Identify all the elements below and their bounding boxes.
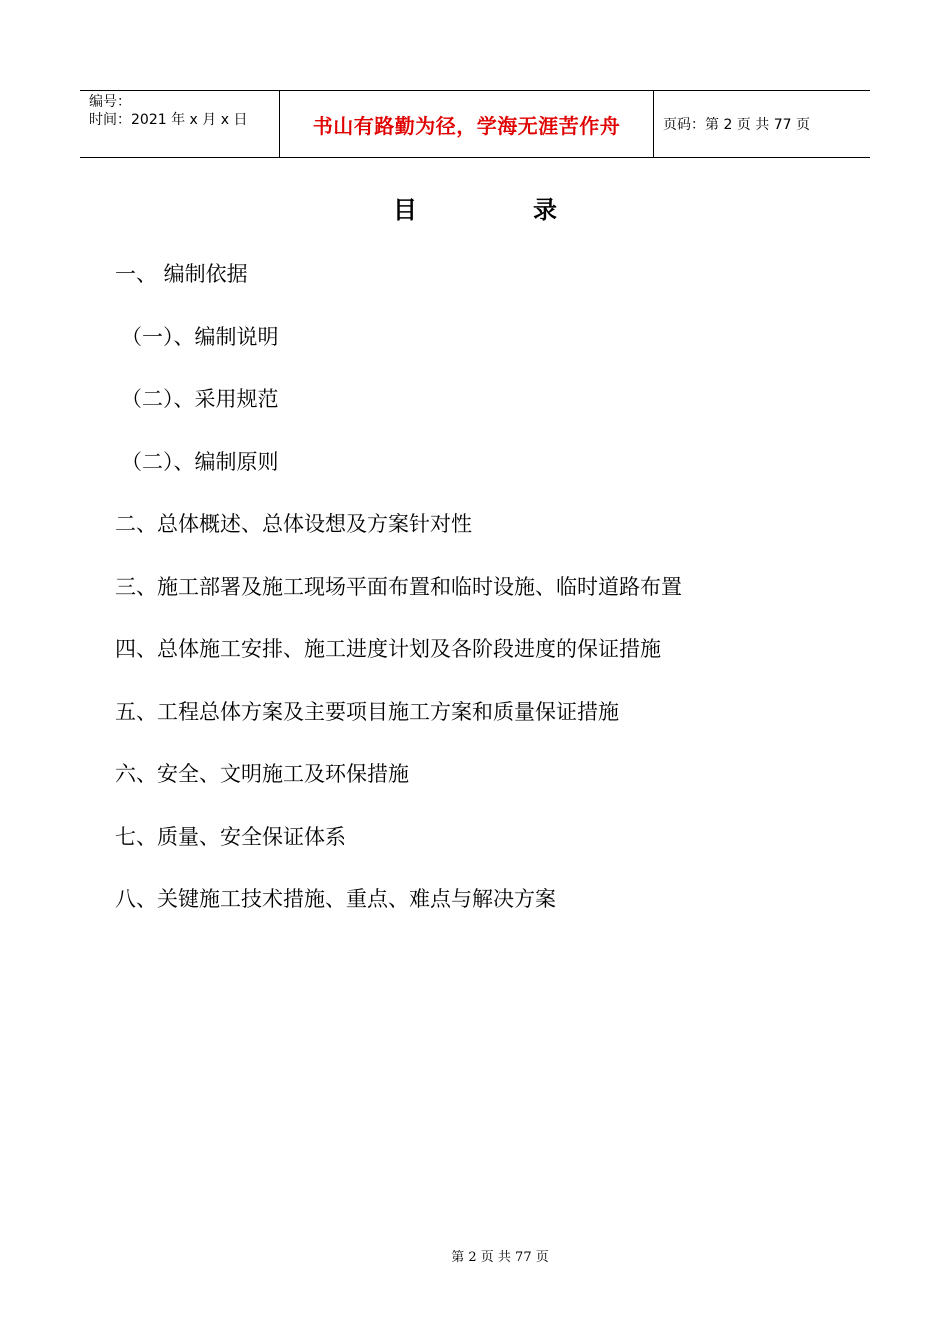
toc-item: （二）、采用规范 [121,387,279,411]
page-title: 目录 [393,195,673,224]
header-page-info: 页码：第 2 页 共 77 页 [663,117,810,133]
toc-item: 五、工程总体方案及主要项目施工方案和质量保证措施 [115,699,619,724]
header-meta [80,91,280,157]
header-motto: 书山有路勤为径，学海无涯苦作舟 [280,91,654,157]
toc-item: （二）、编制原则 [121,449,279,474]
toc-item: 八、关键施工技术措施、重点、难点与解决方案 [115,887,556,911]
document-number-label: 编号： [89,94,131,110]
page-footer: 第 2 页 共 77 页 [451,1250,549,1265]
document-date: 时间：2021 年 x 月 x 日 [89,112,248,128]
toc-item: 一、 编制依据 [115,262,248,286]
toc-item: 六、安全、文明施工及环保措施 [115,762,409,786]
toc-item: 四、总体施工安排、施工进度计划及各阶段进度的保证措施 [115,637,661,661]
page-header [80,90,870,158]
toc-item: （一）、编制说明 [121,324,279,349]
toc-item: 二、总体概述、总体设想及方案针对性 [115,512,472,536]
toc-item: 三、施工部署及施工现场平面布置和临时设施、临时道路布置 [115,574,682,599]
table-of-contents [115,258,682,946]
toc-item: 七、质量、安全保证体系 [115,824,346,849]
